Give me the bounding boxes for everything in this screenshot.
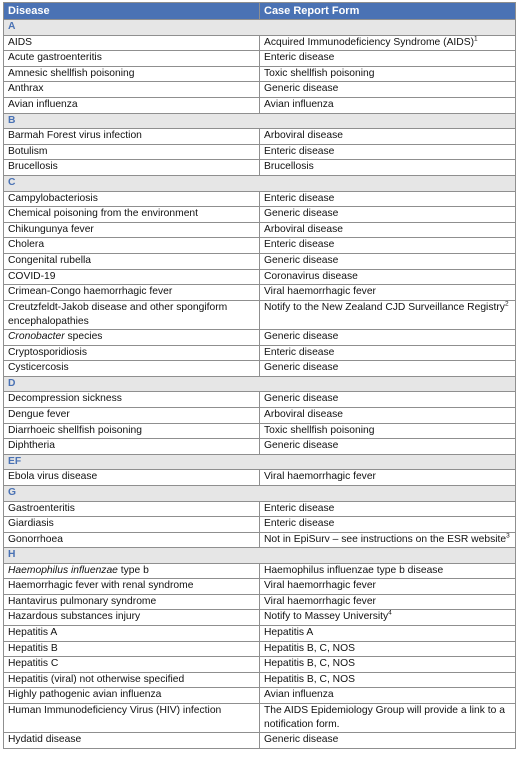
form-name: Generic disease [264,393,339,405]
table-row [4,269,516,285]
disease-cell [4,285,260,301]
disease-name: species [64,331,103,343]
disease-cell [4,532,260,547]
disease-name: Cholera [8,239,45,251]
form-cell [260,345,516,361]
disease-cell [4,129,260,145]
table-row [4,285,516,301]
disease-name: Amnesic shellfish poisoning [8,67,135,79]
table-row [4,330,516,346]
form-name: Not in EpiSurv – see instructions on the ESR website [264,533,507,545]
form-cell [260,238,516,254]
form-name: Haemophilus influenzae type b disease [264,564,444,576]
disease-name: AIDS [8,36,33,48]
form-cell [260,330,516,346]
form-cell [260,501,516,517]
form-cell [260,82,516,98]
disease-name: Hepatitis A [8,626,58,638]
table-row [4,66,516,82]
table-row [4,672,516,688]
form-cell [260,672,516,688]
form-name: Enteric disease [264,518,335,530]
form-cell [260,51,516,67]
form-cell [260,35,516,51]
form-cell [260,160,516,176]
form-name: Arboviral disease [264,409,343,421]
form-cell [260,66,516,82]
section-letter-row [4,486,516,502]
form-name: Acquired Immunodeficiency Syndrome (AIDS) [264,36,475,48]
disease-cell [4,657,260,673]
disease-name: Barmah Forest virus infection [8,130,142,142]
form-name: Hepatitis B, C, NOS [264,642,355,654]
table-row [4,222,516,238]
form-cell [260,579,516,595]
table-row [4,361,516,377]
table-row [4,579,516,595]
table-row [4,129,516,145]
form-name: Generic disease [264,362,339,374]
disease-cell [4,144,260,160]
form-name: Notify to Massey University [264,611,389,623]
disease-cell [4,82,260,98]
form-name: Viral haemorrhagic fever [264,286,376,298]
table-row [4,703,516,732]
form-name: Viral haemorrhagic fever [264,580,376,592]
table-row [4,641,516,657]
form-name: Avian influenza [264,98,334,110]
disease-name: Hantavirus pulmonary syndrome [8,595,157,607]
form-name: Brucellosis [264,161,314,173]
disease-cell [4,345,260,361]
form-name: Enteric disease [264,346,335,358]
form-name: Hepatitis B, C, NOS [264,658,355,670]
disease-cell [4,160,260,176]
section-letter: G [4,486,516,502]
disease-cell [4,300,260,329]
form-name: Arboviral disease [264,130,343,142]
disease-name: Haemorrhagic fever with renal syndrome [8,580,194,592]
disease-name: Gastroenteritis [8,502,75,514]
form-name: Generic disease [264,83,339,95]
disease-cell [4,269,260,285]
table-row [4,563,516,579]
disease-name: Hydatid disease [8,734,82,746]
footnote-ref: 2 [504,300,509,308]
disease-form-table [3,2,516,749]
disease-cell [4,392,260,408]
form-name: Viral haemorrhagic fever [264,595,376,607]
table-row [4,35,516,51]
form-cell [260,253,516,269]
disease-name: Dengue fever [8,409,70,421]
table-row [4,207,516,223]
form-name: Enteric disease [264,52,335,64]
table-header-row [4,3,516,20]
form-name: Generic disease [264,734,339,746]
disease-cell [4,423,260,439]
disease-name: type b [117,564,149,576]
disease-cell [4,330,260,346]
form-name: Hepatitis A [264,626,314,638]
table-row [4,392,516,408]
table-row [4,51,516,67]
section-letter-row [4,454,516,470]
form-cell [260,688,516,704]
disease-cell [4,222,260,238]
form-cell [260,408,516,424]
form-cell [260,144,516,160]
disease-cell [4,238,260,254]
section-letter: C [4,175,516,191]
form-cell [260,361,516,377]
disease-name: Botulism [8,145,48,157]
disease-cell [4,563,260,579]
disease-cell [4,35,260,51]
form-name: Notify to the New Zealand CJD Surveillance Registry [264,301,505,313]
disease-cell [4,703,260,732]
disease-name: Hazardous substances injury [8,611,141,623]
disease-cell [4,733,260,749]
section-letter: B [4,113,516,129]
disease-cell [4,641,260,657]
table-row [4,610,516,626]
form-name: Enteric disease [264,239,335,251]
form-cell [260,191,516,207]
footnote-ref: 1 [474,35,478,43]
disease-name: Cysticercosis [8,362,69,374]
form-cell [260,641,516,657]
form-cell [260,97,516,113]
table-row [4,82,516,98]
disease-cell [4,579,260,595]
disease-cell [4,439,260,455]
table-row [4,144,516,160]
section-letter: EF [4,454,516,470]
table-row [4,470,516,486]
table-row [4,97,516,113]
disease-cell [4,66,260,82]
table-row [4,191,516,207]
form-cell [260,222,516,238]
table-row [4,733,516,749]
disease-name: Cryptosporidiosis [8,346,87,358]
disease-name: Hepatitis C [8,658,59,670]
disease-cell [4,408,260,424]
disease-name: Brucellosis [8,161,58,173]
disease-cell [4,207,260,223]
form-cell [260,439,516,455]
section-letter: A [4,20,516,36]
disease-cell [4,688,260,704]
form-cell [260,207,516,223]
section-letter-row [4,548,516,564]
table-row [4,594,516,610]
section-letter-row [4,376,516,392]
table-row [4,688,516,704]
form-cell [260,733,516,749]
disease-name: Campylobacteriosis [8,192,98,204]
form-cell [260,610,516,626]
table-row [4,238,516,254]
table-row [4,532,516,547]
disease-cell [4,610,260,626]
form-name: Generic disease [264,331,339,343]
disease-name: Congenital rubella [8,254,92,266]
footnote-ref: 3 [506,532,510,540]
form-name: Hepatitis B, C, NOS [264,673,355,685]
disease-name: Human Immunodeficiency Virus (HIV) infection [8,704,222,716]
section-letter-row [4,20,516,36]
form-cell [260,285,516,301]
disease-name: Diarrhoeic shellfish poisoning [8,424,142,436]
disease-name: COVID-19 [8,270,56,282]
form-cell [260,625,516,641]
disease-name: Hepatitis B [8,642,58,654]
form-name: Avian influenza [264,689,334,701]
table-row [4,657,516,673]
form-cell [260,129,516,145]
disease-name: Gonorrhoea [8,533,63,545]
disease-name: Giardiasis [8,518,54,530]
form-name: Toxic shellfish poisoning [264,424,375,436]
form-cell [260,532,516,547]
form-cell [260,563,516,579]
disease-name: Crimean-Congo haemorrhagic fever [8,286,173,298]
disease-cell [4,517,260,533]
form-cell [260,517,516,533]
disease-cell [4,672,260,688]
table-row [4,408,516,424]
disease-cell [4,191,260,207]
disease-cell [4,361,260,377]
form-name: Generic disease [264,254,339,266]
table-row [4,253,516,269]
form-cell [260,269,516,285]
table-row [4,501,516,517]
table-row [4,439,516,455]
section-letter-row [4,175,516,191]
footnote-ref: 4 [388,609,392,617]
form-name: Toxic shellfish poisoning [264,67,375,79]
form-cell [260,392,516,408]
form-name: Enteric disease [264,192,335,204]
section-letter-row [4,113,516,129]
disease-italic-name: Haemophilus influenzae [8,564,118,576]
disease-name: Creutzfeldt-Jakob disease and other spongiform encephalopathies [8,301,228,327]
disease-name: Hepatitis (viral) not otherwise specified [8,673,185,685]
form-name: Viral haemorrhagic fever [264,471,376,483]
disease-name: Decompression sickness [8,393,122,405]
form-name: The AIDS Epidemiology Group will provide a link to a notification form. [264,704,505,731]
section-letter: D [4,376,516,392]
disease-italic-name: Cronobacter [8,331,65,343]
disease-name: Acute gastroenteritis [8,52,102,64]
table-row [4,160,516,176]
table-row [4,300,516,329]
form-cell [260,594,516,610]
table-row [4,423,516,439]
form-name: Generic disease [264,208,339,220]
disease-name: Chemical poisoning from the environment [8,208,199,220]
table-row [4,517,516,533]
section-letter: H [4,548,516,564]
form-name: Enteric disease [264,145,335,157]
form-name: Enteric disease [264,502,335,514]
disease-name: Avian influenza [8,98,78,110]
form-name: Generic disease [264,440,339,452]
disease-cell [4,51,260,67]
table-row [4,345,516,361]
form-cell [260,703,516,732]
disease-cell [4,253,260,269]
disease-name: Diphtheria [8,440,55,452]
disease-cell [4,594,260,610]
header-disease: Disease [4,3,260,20]
form-name: Arboviral disease [264,223,343,235]
disease-name: Highly pathogenic avian influenza [8,689,162,701]
disease-name: Anthrax [8,83,44,95]
table-row [4,625,516,641]
header-case-report-form: Case Report Form [260,3,516,20]
form-cell [260,470,516,486]
disease-cell [4,97,260,113]
disease-name: Ebola virus disease [8,471,98,483]
form-cell [260,423,516,439]
disease-cell [4,470,260,486]
form-name: Coronavirus disease [264,270,358,282]
disease-cell [4,625,260,641]
form-cell [260,300,516,329]
disease-name: Chikungunya fever [8,223,94,235]
disease-cell [4,501,260,517]
form-cell [260,657,516,673]
